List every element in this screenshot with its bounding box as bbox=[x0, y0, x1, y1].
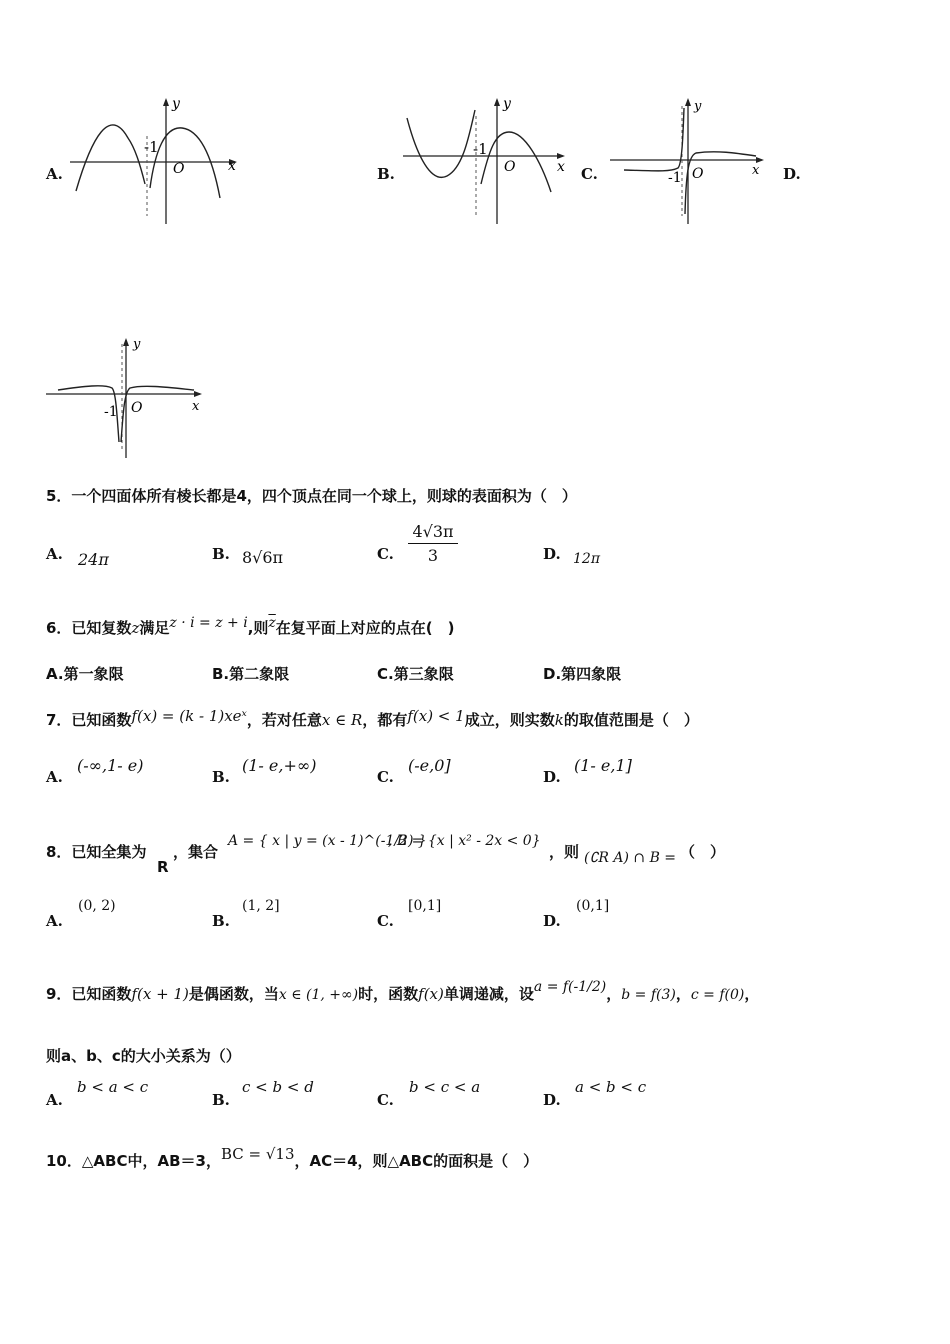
q4b-x: x bbox=[557, 159, 565, 175]
q7-k: k bbox=[554, 711, 564, 729]
q5-option-b-label[interactable]: B. bbox=[212, 545, 230, 563]
q8-option-c-label[interactable]: C. bbox=[377, 912, 394, 930]
q8-set-b: , B = {x | x² - 2x < 0} bbox=[388, 833, 541, 849]
q5-option-c-denominator: 3 bbox=[427, 546, 439, 565]
q4-graph-a[interactable] bbox=[70, 96, 245, 226]
q6-option-c-label: C. bbox=[377, 665, 394, 683]
q8-stem-end: （ ） bbox=[680, 843, 726, 861]
q9-option-a-label[interactable]: A. bbox=[46, 1091, 63, 1109]
q5-option-a-label[interactable]: A. bbox=[46, 545, 63, 563]
q7-function: f(x) = (k - 1)xeˣ bbox=[131, 707, 247, 725]
q4a-x: x bbox=[228, 158, 236, 174]
q7-stem-start: 7．已知函数 bbox=[46, 711, 132, 729]
q7-option-b[interactable]: (1- e,+∞) bbox=[242, 756, 317, 775]
q7-option-c[interactable]: (-e,0] bbox=[408, 756, 451, 775]
q9-option-c[interactable]: b < c < a bbox=[409, 1078, 481, 1096]
q5-stem: 5．一个四面体所有棱长都是4，四个顶点在同一个球上，则球的表面积为（ ） bbox=[46, 487, 577, 505]
q10-stem-end: ，AC＝4，则△ABC的面积是（ ） bbox=[294, 1152, 539, 1170]
q6-stem-end: 在复平面上对应的点在( ) bbox=[275, 619, 455, 637]
q6-z: z bbox=[131, 619, 140, 637]
q8-option-c[interactable]: [0,1] bbox=[408, 898, 442, 914]
q8-option-b-label[interactable]: B. bbox=[212, 912, 230, 930]
q6-option-c-text: 第三象限 bbox=[393, 665, 454, 683]
q9-option-d[interactable]: a < b < c bbox=[575, 1078, 647, 1096]
q4a-origin: O bbox=[173, 161, 185, 177]
q9-sep2: ， bbox=[675, 985, 691, 1003]
q4-graph-d[interactable] bbox=[44, 336, 209, 461]
q4b-origin: O bbox=[504, 159, 516, 175]
q5-option-b[interactable]: 8√6π bbox=[242, 548, 284, 567]
q8-option-a[interactable]: (0, 2) bbox=[78, 898, 116, 914]
q9-stem bbox=[46, 979, 760, 1004]
q9-stem-mid2: 时，函数 bbox=[358, 985, 419, 1003]
q8-option-a-label[interactable]: A. bbox=[46, 912, 63, 930]
q5-option-d[interactable]: 12π bbox=[573, 551, 601, 567]
q10-stem-start: 10．△ABC中，AB＝3， bbox=[46, 1152, 221, 1170]
q9-stem-mid3: 单调递减，设 bbox=[443, 985, 534, 1003]
q5-option-c-numerator: 4√3π bbox=[408, 522, 458, 544]
q4d-neg-one: -1 bbox=[104, 404, 118, 420]
q6-option-c[interactable] bbox=[377, 663, 454, 684]
q10-bc: BC = √13 bbox=[220, 1145, 295, 1163]
q7-stem-mid3: 成立，则实数 bbox=[464, 711, 555, 729]
q4d-origin: O bbox=[131, 400, 143, 416]
q9-option-a[interactable]: b < a < c bbox=[77, 1078, 149, 1096]
q7-stem bbox=[46, 709, 699, 730]
q6-stem-mid: 满足 bbox=[139, 619, 170, 637]
q9-option-b[interactable]: c < b < d bbox=[242, 1078, 314, 1096]
q7-option-c-label[interactable]: C. bbox=[377, 768, 394, 786]
q4c-y: y bbox=[694, 99, 702, 114]
q9-sep1: ， bbox=[606, 985, 622, 1003]
q4d-y: y bbox=[133, 337, 141, 352]
q4-option-b-label[interactable]: B. bbox=[377, 165, 395, 183]
q8-stem-start: 8．已知全集为 bbox=[46, 843, 147, 861]
q4c-x: x bbox=[752, 163, 760, 178]
q4-option-c-label[interactable]: C. bbox=[581, 165, 598, 183]
q4c-origin: O bbox=[692, 166, 704, 182]
q9-option-d-label[interactable]: D. bbox=[543, 1091, 561, 1109]
q9-f-shift: f(x + 1) bbox=[131, 985, 189, 1003]
q8-option-d[interactable]: (0,1] bbox=[576, 898, 610, 914]
q9-interval: x ∈ (1, +∞) bbox=[278, 987, 359, 1003]
q9-b-def: b = f(3) bbox=[621, 987, 676, 1003]
q5-option-a[interactable]: 24π bbox=[78, 550, 109, 569]
q6-option-b[interactable] bbox=[212, 663, 289, 684]
q8-R: R bbox=[157, 858, 169, 876]
q6-option-a-text: 第一象限 bbox=[63, 665, 124, 683]
q9-c-def: c = f(0) bbox=[690, 987, 745, 1003]
q6-stem-start: 6．已知复数 bbox=[46, 619, 132, 637]
q9-option-c-label[interactable]: C. bbox=[377, 1091, 394, 1109]
q7-option-b-label[interactable]: B. bbox=[212, 768, 230, 786]
q4-option-a-label[interactable]: A. bbox=[46, 165, 63, 183]
q6-condition: z · i = z + i bbox=[169, 615, 248, 631]
q9-stem-start: 9．已知函数 bbox=[46, 985, 132, 1003]
q7-option-a[interactable]: (-∞,1- e) bbox=[77, 756, 144, 775]
q4-graph-c[interactable] bbox=[606, 96, 771, 226]
q8-set-a: A = { x | y = (x - 1)^(-1/2) } bbox=[228, 833, 427, 849]
q7-stem-end: 的取值范围是（ ） bbox=[563, 711, 699, 729]
q5-option-d-label[interactable]: D. bbox=[543, 545, 561, 563]
q7-option-d[interactable]: (1- e,1] bbox=[574, 756, 632, 775]
q4-graph-b[interactable] bbox=[403, 96, 573, 226]
q4-option-d-label[interactable]: D. bbox=[783, 165, 801, 183]
q8-expression: (∁R A) ∩ B = bbox=[584, 850, 677, 866]
q9-stem-line2: 则a、b、c的大小关系为（） bbox=[46, 1047, 241, 1065]
q9-stem-mid: 是偶函数，当 bbox=[188, 985, 279, 1003]
q6-option-d-text: 第四象限 bbox=[561, 665, 622, 683]
q9-option-b-label[interactable]: B. bbox=[212, 1091, 230, 1109]
q8-stem-then: ，则 bbox=[549, 843, 580, 861]
q7-inequality: f(x) < 1 bbox=[407, 707, 465, 725]
q6-zbar: $\overline{z}$ bbox=[268, 615, 276, 631]
q7-stem-mid2: ，都有 bbox=[362, 711, 408, 729]
q8-option-b[interactable]: (1, 2] bbox=[242, 898, 280, 914]
q8-stem-mid: ，集合 bbox=[173, 843, 219, 861]
q9-fx: f(x) bbox=[418, 985, 444, 1003]
q6-option-a[interactable] bbox=[46, 663, 124, 684]
q4b-neg-one: -1 bbox=[473, 140, 488, 158]
q8-option-d-label[interactable]: D. bbox=[543, 912, 561, 930]
q6-option-b-label: B. bbox=[212, 665, 230, 683]
q4b-y: y bbox=[503, 96, 511, 112]
q6-option-d-label: D. bbox=[543, 665, 562, 683]
q6-stem bbox=[46, 617, 455, 638]
q7-stem-mid: ，若对任意 bbox=[246, 711, 322, 729]
q6-option-d[interactable] bbox=[543, 663, 621, 684]
q9-sep3: ， bbox=[744, 985, 760, 1003]
q4a-y: y bbox=[172, 96, 180, 112]
q6-option-a-label: A. bbox=[46, 665, 64, 683]
q4a-neg-one: -1 bbox=[144, 138, 159, 156]
q7-option-a-label[interactable]: A. bbox=[46, 768, 63, 786]
q7-domain: x ∈ R bbox=[321, 711, 363, 729]
q4d-x: x bbox=[192, 399, 200, 414]
q9-a-def: a = f(-1/2) bbox=[533, 979, 607, 995]
q6-stem-then: ,则 bbox=[247, 619, 269, 637]
q7-option-d-label[interactable]: D. bbox=[543, 768, 561, 786]
q5-option-c-fraction[interactable] bbox=[408, 522, 458, 565]
q6-option-b-text: 第二象限 bbox=[229, 665, 290, 683]
q10-stem bbox=[46, 1145, 539, 1171]
q5-option-c-label[interactable]: C. bbox=[377, 545, 394, 563]
q4c-neg-one: -1 bbox=[668, 170, 682, 186]
